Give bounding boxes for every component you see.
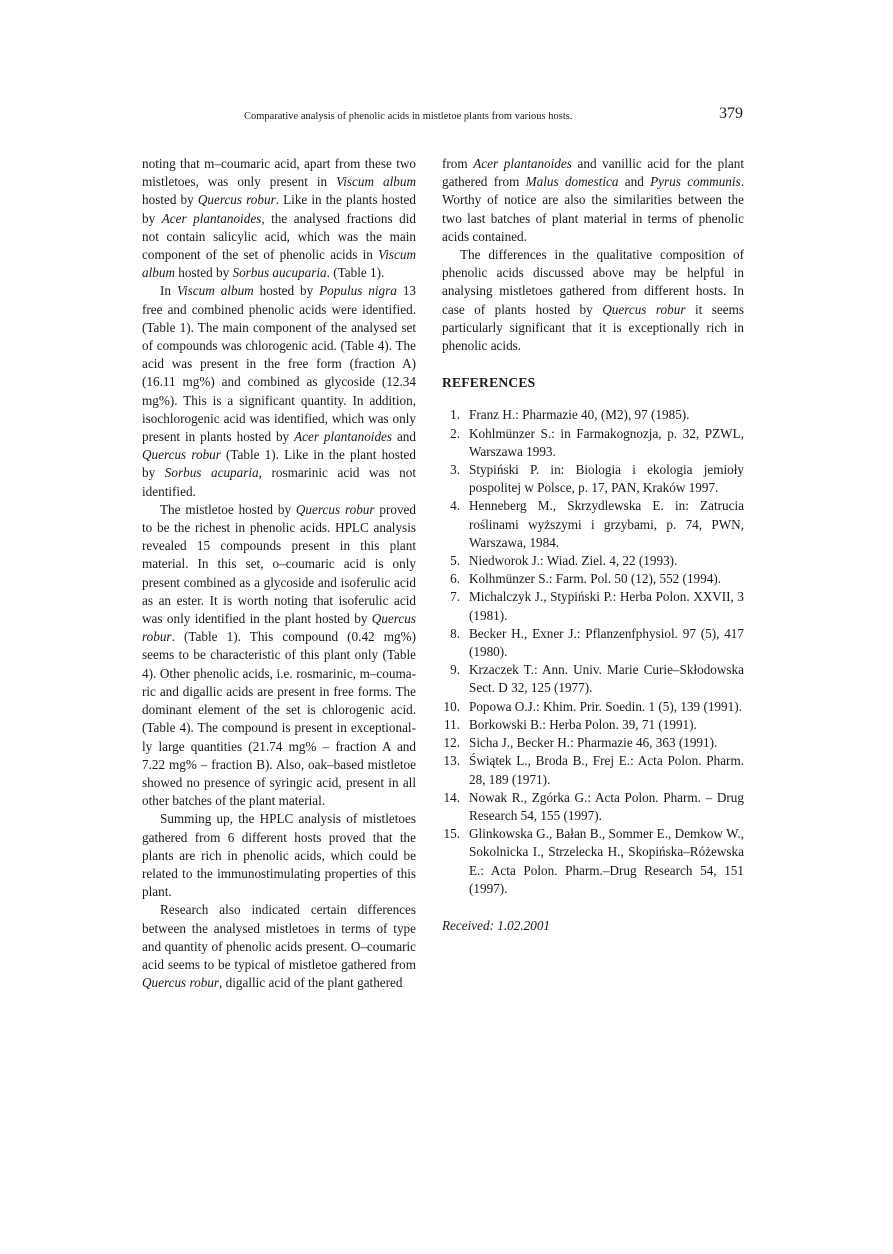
reference-text: Popowa O.J.: Khim. Prir. Soedin. 1 (5), 139 (1991). xyxy=(469,698,742,714)
reference-number: 4. xyxy=(450,498,460,514)
text-run: it seems particularly significant that it is exceptionally rich in phenolic acids. xyxy=(442,301,744,354)
text-run: hosted by xyxy=(142,192,198,208)
reference-text: Glinkowska G., Bałan B., Sommer E., Demkow W., Sokolnicka I., Strzelecka H., Skopińska–Różewska E.: Acta Polon. Pharm.–Drug Research 54, 151 (1997). xyxy=(469,826,744,896)
received-date: Received: 1.02.2001 xyxy=(442,917,551,933)
reference-number: 9. xyxy=(450,662,460,678)
reference-text: Michalczyk J., Stypiński P.: Herba Polon. XXVII, 3 (1981). xyxy=(469,589,744,623)
text-run: . Worthy of notice are also the similarities between the two last batches of plant material in terms of phenolic acids contained. xyxy=(442,174,744,244)
text-run: , rosmarinic acid was not identified. xyxy=(142,465,416,499)
reference-item xyxy=(442,752,744,788)
reference-text: Stypiński P. in: Biologia i ekologia jemioły pospolitej w Polsce, p. 17, PAN, Kraków 1997. xyxy=(469,462,744,496)
reference-item xyxy=(442,625,744,661)
paragraph xyxy=(442,155,744,246)
reference-number: 15. xyxy=(443,826,460,842)
text-run: (Table 1). Like in the plant hosted by xyxy=(142,447,416,481)
reference-item xyxy=(442,698,744,716)
reference-number: 13. xyxy=(443,753,460,769)
reference-number: 2. xyxy=(450,425,460,441)
reference-number: 8. xyxy=(450,625,460,641)
reference-number: 12. xyxy=(443,735,460,751)
reference-item xyxy=(442,825,744,898)
paragraph xyxy=(142,501,416,810)
right-column xyxy=(442,155,744,935)
reference-text: Sicha J., Becker H.: Pharmazie 46, 363 (1991). xyxy=(469,735,718,751)
text-run: , digallic acid of the plant gathered xyxy=(219,975,403,991)
references-list xyxy=(442,406,744,897)
reference-number: 11. xyxy=(444,716,460,732)
reference-item xyxy=(442,461,744,497)
reference-text: Nowak R., Zgórka G.: Acta Polon. Pharm. – Drug Research 54, 155 (1997). xyxy=(469,789,744,823)
reference-item xyxy=(442,789,744,825)
text-run: proved to be the richest in phenolic acids. HPLC analysis revealed 15 compounds present in this plant material. In this set, o–coumaric acid is only present combined as a glycoside and isoferulic acid as an ester. It is worth noting that isoferulic acid was only identified in the plant hosted by xyxy=(142,501,416,627)
reference-number: 5. xyxy=(450,553,460,569)
italic-text: Acer plantanoides xyxy=(161,210,262,226)
italic-text: Populus nigra xyxy=(319,283,397,299)
paragraph xyxy=(142,901,416,992)
italic-text: Quercus robur xyxy=(602,301,686,317)
reference-item xyxy=(442,425,744,461)
reference-text: Becker H., Exner J.: Pflanzenfphysiol. 97 (5), 417 (1980). xyxy=(469,625,744,660)
text-run: . (Table 1). This compound (0.42 mg%) seems to be characteristic of this plant only (Table 4). Other phenolic acids, i.e. rosmarinic, m–coumaric and digallic acids are present in free forms. The dominant element of the set is chlorogenic acid. (Table 4). The compound is present in exceptionally large quantities (21.74 mg% – fraction A and 7.22 mg% – fraction B). Also, oak–based mistletoe showed no presence of syringic acid, present in all other batches of the plant material. xyxy=(142,629,416,809)
left-column xyxy=(142,155,416,992)
text-run: . (Table 1). xyxy=(326,265,385,281)
italic-text: Pyrus communis xyxy=(650,174,741,190)
references-heading: REFERENCES xyxy=(442,375,536,391)
italic-text: Sorbus aucuparia xyxy=(232,265,327,281)
reference-number: 7. xyxy=(450,589,460,605)
reference-number: 14. xyxy=(443,789,460,805)
paragraph xyxy=(142,155,416,282)
text-run: In xyxy=(160,283,177,299)
text-run: hosted by xyxy=(174,265,233,281)
italic-text: Viscum album xyxy=(176,283,254,299)
italic-text: Acer plantanoides xyxy=(473,156,572,171)
reference-text: Krzaczek T.: Ann. Univ. Marie Curie–Skłodowska Sect. D 32, 125 (1977). xyxy=(469,662,744,696)
reference-item xyxy=(442,406,744,424)
reference-text: Franz H.: Pharmazie 40, (M2), 97 (1985). xyxy=(469,407,690,423)
text-run: The differences in the qualitative composition of phenolic acids discussed above may be helpful in analysing mistletoes gathered from different hosts. In case of plants hosted by xyxy=(442,247,744,317)
italic-text: Acer plantanoides xyxy=(294,429,393,445)
running-title: Comparative analysis of phenolic acids in mistletoe plants from various hosts. xyxy=(244,111,573,122)
reference-text: Kolhmünzer S.: Farm. Pol. 50 (12), 552 (1994). xyxy=(469,571,722,587)
reference-item xyxy=(442,734,744,752)
reference-number: 10. xyxy=(443,698,460,714)
reference-item xyxy=(442,588,744,624)
reference-text: Borkowski B.: Herba Polon. 39, 71 (1991). xyxy=(469,716,697,732)
text-run: and xyxy=(618,174,651,190)
reference-text: Niedworok J.: Wiad. Ziel. 4, 22 (1993). xyxy=(469,553,678,569)
text-run: hosted by xyxy=(253,283,320,299)
reference-item xyxy=(442,552,744,570)
text-run: Summing up, the HPLC analysis of mistletoes gathered from 6 different hosts proved that the plants are rich in phenolic acids, which could be related to the immunostimulating properties of this plant. xyxy=(142,811,416,900)
paragraph xyxy=(142,810,416,901)
text-run: Research also indicated certain differences between the analysed mistletoes in terms of type and quantity of phenolic acids present. O–coumaric acid seems to be typical of mistletoe gathered from xyxy=(142,902,416,972)
reference-item xyxy=(442,716,744,734)
text-run: noting that m–coumaric acid, apart from these two mistletoes, was only present in xyxy=(142,156,416,190)
italic-text: Quercus robur xyxy=(142,611,416,645)
italic-text: Viscum album xyxy=(336,174,417,190)
text-run: and xyxy=(392,429,416,445)
reference-item xyxy=(442,661,744,697)
paragraph xyxy=(142,282,416,500)
right-column-body xyxy=(442,155,744,355)
page-number: 379 xyxy=(719,105,743,122)
reference-item xyxy=(442,570,744,588)
text-run: 13 free and combined phenolic acids were identified. (Table 1). The main component of the analysed set of compounds was chlorogenic acid. (Table 4). The acid was present in the free form (fraction A) (16.11 mg%) and combined as glycoside (12.34 mg%). This is a significant quantity. In addition, isochlorogenic acid was identified, which was only present in plants hosted by xyxy=(142,283,416,445)
italic-text: Quercus robur xyxy=(142,447,221,463)
reference-text: Henneberg M., Skrzydlewska E. in: Zatrucia roślinami wyższymi i grzybami, p. 74, PWN, Warszawa, 1984. xyxy=(469,498,744,550)
italic-text: Quercus robur xyxy=(295,501,375,517)
italic-text: Quercus robur xyxy=(142,975,220,991)
text-run: and vanillic acid for the plant gathered from xyxy=(442,156,744,190)
italic-text: Malus domestica xyxy=(525,174,619,190)
reference-text: Świątek L., Broda B., Frej E.: Acta Polon. Pharm. 28, 189 (1971). xyxy=(469,753,744,787)
text-run: , the analysed fractions did not contain salicylic acid, which was the main component of the set of phenolic acids in xyxy=(142,210,417,263)
running-header xyxy=(0,103,893,133)
text-run: from xyxy=(442,156,474,171)
italic-text: Sorbus acuparia xyxy=(164,465,259,481)
text-run: . Like in the plants hosted by xyxy=(142,192,417,226)
reference-number: 3. xyxy=(450,462,460,478)
reference-item xyxy=(442,497,744,552)
italic-text: Viscum album xyxy=(142,247,416,281)
reference-number: 6. xyxy=(450,571,460,587)
italic-text: Quercus robur xyxy=(197,192,276,208)
text-run: The mistletoe hosted by xyxy=(160,501,296,517)
paragraph xyxy=(442,246,744,355)
reference-text: Kohlmünzer S.: in Farmakognozja, p. 32, PZWL, Warszawa 1993. xyxy=(469,425,744,459)
reference-number: 1. xyxy=(450,407,460,423)
